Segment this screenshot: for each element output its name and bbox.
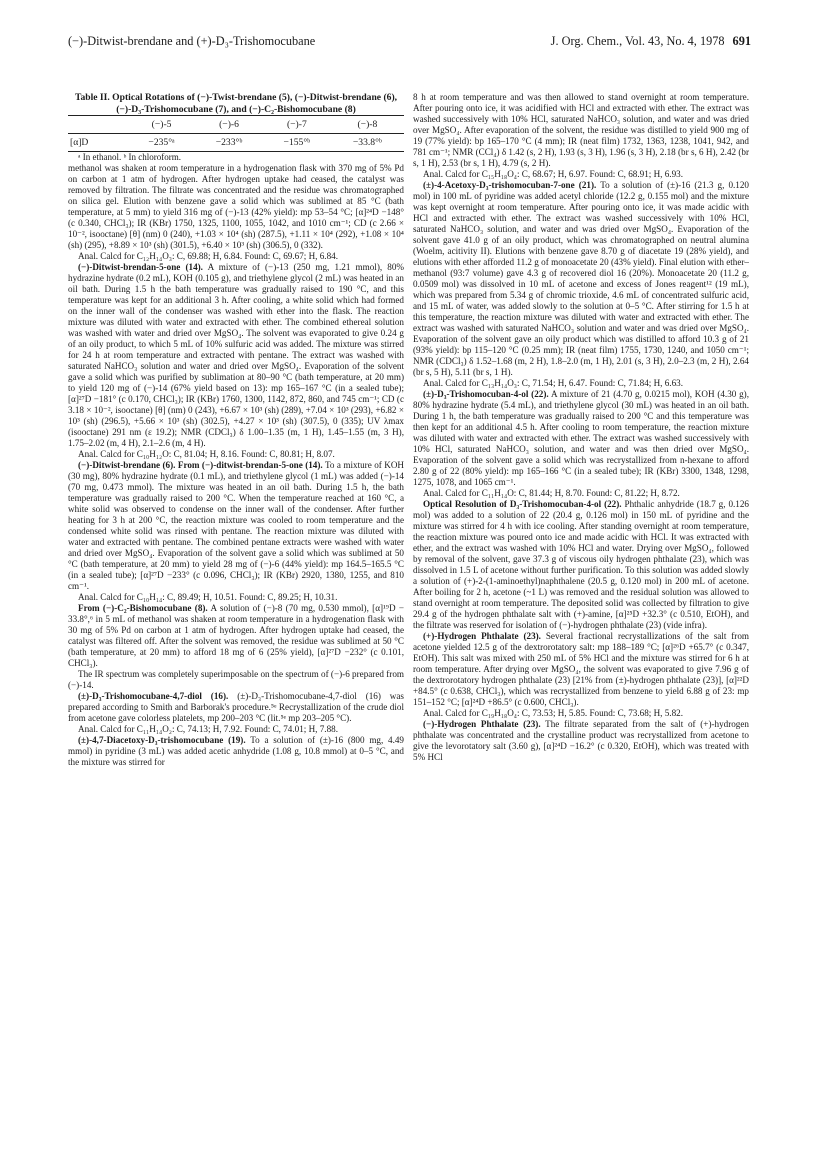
- paragraph: (−)-Hydrogen Phthalate (23). The filtrate separated from the salt of (+)-hydrogen phthalate was concentrated and the crystalline product was recrystallized from acetone to give the levorotatory salt (3.60 g), [α]²⁴D −16.2° (c 0.320, EtOH), which was treated with 5% HCl: [413, 719, 749, 762]
- table-header-cell: (−)-7: [286, 119, 307, 130]
- paragraph: (+)-Hydrogen Phthalate (23). Several fractional recrystallizations of the salt from acetone yielded 12.5 g of the dextrorotatory salt: mp 188–189 °C; [α]²⁶D +65.7° (c 0.347, EtOH). This salt was mixed with 250 mL of 5% HCl and the mixture was stirred for 6 h at room temperature. After drying over MgSO₄, the solvent was evaporated to give 7.96 g of the dextrorotatory hydrogen phthalate (23) [21% from (±)-hydrogen phthalate (23)], [α]²²D +84.5° (c 0.638, CHCl₃), which was recrystallized from benzene to yield 6.88 g of 23: mp 151–152 °C; [α]²⁴D +86.5° (c 0.600, CHCl₃).: [413, 631, 749, 707]
- paragraph: From (−)-C₂-Bishomocubane (8). A solution of (−)-8 (70 mg, 0.530 mmol), [α]¹⁹D − 33.8°,⁶ in 5 mL of methanol was shaken at room temperature in a hydrogenation flask with 30 mg of 5% Pd on carbon at 1 atm of hydrogen. After hydrogen uptake had ceased, the catalyst was filtered off. After the solvent was removed, the residue was sublimed at 50 °C (bath temperature, at 20 mm) to afford 18 mg of 6 (25% yield), [α]²⁷D −232° (c 0.101, CHCl₃).: [68, 603, 404, 668]
- paragraph: (±)-4,7-Diacetoxy-D₃-trishomocubane (19). To a solution of (±)-16 (800 mg, 4.49 mmol) in pyridine (3 mL) was added acetic anhydride (1.08 g, 10.8 mmol) at 0–5 °C, and the mixture was stirred for: [68, 735, 404, 767]
- paragraph: (±)-4-Acetoxy-D₃-trishomocuban-7-one (21). To a solution of (±)-16 (21.3 g, 0.120 mol) in 100 mL of pyridine was added acetyl chloride (12.2 g, 0.155 mol) and the mixture was kept overnight at room temperature. After pouring onto ice, it was made acidic with HCl and extracted with ether. The extract was washed successively with 10% HCl, saturated NaHCO₃ solution, and water and was dried over MgSO₄. Evaporation of the solvent gave 41.0 g of an oily product, which was chromatographed on neutral alumina (Woelm, acitivity II). Elutions with benzene gave 8.70 g of diacetate 19 (28% yield), and elutions with ether afforded 11.2 g of monoacetate 20 (43% yield). Final elution with ether–methanol (93:7 volume) gave 4.3 g of recovered diol 16 (20%). Monoacetate 20 (11.2 g, 0.0509 mol) was dissolved in 10 mL of acetone and excess of Jones reagent¹² (19 mL), which was prepared from 5.34 g of chromic trioxide, 4.6 mL of concentrated sulfuric acid, and 15 mL of water, was added slowly to the solution at 0–5 °C. After stirring for 1.5 h at this temperature, the reaction mixture was diluted with water and extracted with ether. The extract was washed with saturated NaHCO₃ solution and water and was dried over MgSO₄. Evaporation of the solvent gave an oily product which was distilled to afford 10.3 g of 21 (93% yield): bp 115–120 °C (0.25 mm); IR (neat film) 1755, 1730, 1240, and 1050 cm⁻¹; NMR (CDCl₃) δ 1.52–1.68 (m, 2 H), 1.8–2.0 (m, 1 H), 2.01 (s, 3 H), 2.0–2.3 (m, 2 H), 2.64 (br s, 5 H), 5.11 (br s, 1 H).: [413, 180, 749, 377]
- section-heading: (+)-Hydrogen Phthalate (23).: [423, 631, 541, 641]
- table-cell: −33.8°ᵇ: [352, 137, 382, 148]
- section-heading: (−)-Ditwist-brendane (6). From (−)-ditwist-brendan-5-one (14).: [78, 460, 323, 470]
- paragraph: (±)-D₃-Trishomocubane-4,7-diol (16). (±)-D₃-Trishomocubane-4,7-diol (16) was prepared according to Smith and Barborak's procedure.⁵ᵉ Recrystallization of the crude diol from acetone gave colorless platelets, mp 200–203 °C (lit.⁵ᵉ mp 203–205 °C).: [68, 691, 404, 723]
- paragraph: Anal. Calcd for C₁₁H₁₄O: C, 81.44; H, 8.70. Found: C, 81.22; H, 8.72.: [423, 488, 680, 498]
- left-column: [68, 92, 404, 768]
- paragraph: Anal. Calcd for C₁₁H₁₄O₂: C, 74.13; H, 7.92. Found: C, 74.01; H, 7.88.: [78, 724, 338, 734]
- right-column: [413, 92, 749, 763]
- table-footnote: ᵃ In ethanol. ᵇ In chloroform.: [78, 152, 181, 162]
- table-row: [68, 134, 404, 152]
- paragraph: Anal. Calcd for C₁₂H₁₄O₃: C, 69.88; H, 6.84. Found: C, 69.67; H, 6.84.: [78, 251, 338, 261]
- section-heading: (±)-D₃-Trishomocubane-4,7-diol (16).: [78, 691, 229, 701]
- table-header-cell: (−)-8: [357, 119, 378, 130]
- table-header-cell: (−)-6: [219, 119, 239, 130]
- section-heading: (±)-4,7-Diacetoxy-D₃-trishomocubane (19).: [78, 735, 246, 745]
- paragraph: Anal. Calcd for C₁₀H₁₄: C, 89.49; H, 10.51. Found: C, 89.25; H, 10.31.: [78, 592, 338, 602]
- table-header-cell: [68, 116, 128, 134]
- section-heading: (±)-4-Acetoxy-D₃-trishomocuban-7-one (21).: [423, 180, 597, 190]
- table-cell: −235°ᵃ: [148, 137, 175, 148]
- section-heading: From (−)-C₂-Bishomocubane (8).: [78, 603, 208, 613]
- table-header-row: [68, 116, 404, 134]
- section-heading: (±)-D₃-Trishomocuban-4-ol (22).: [423, 389, 549, 399]
- running-title: (−)-Ditwist-brendane and (+)-D₃-Trishomocubane: [68, 34, 316, 48]
- right-column-body: [413, 92, 749, 763]
- paragraph: Anal. Calcd for C₁₀H₁₂O: C, 81.04; H, 8.16. Found: C, 80.81; H, 8.07.: [78, 449, 335, 459]
- page-number: 691: [732, 34, 751, 48]
- paragraph: The IR spectrum was completely superimposable on the spectrum of (−)-6 prepared from (−)-14.: [68, 669, 404, 690]
- paragraph: Anal. Calcd for C₁₃H₁₄O₃: C, 71.54; H, 6.47. Found: C, 71.84; H, 6.63.: [423, 378, 683, 388]
- paragraph: (±)-D₃-Trishomocuban-4-ol (22). A mixture of 21 (4.70 g, 0.0215 mol), KOH (4.30 g), 80% hydrazine hydrate (5.4 mL), and triethylene glycol (30 mL) was heated in an oil bath. During 1 h, the bath temperature was gradually raised to 200 °C and this temperature was then kept for an additional 4.5 h. After cooling to room temperature, the reaction mixture was diluted with water and extracted with ether. The extract was washed successively with 10% HCl, saturated NaHCO₃ solution, and water and was then dried over MgSO₄. Evaporation of the solvent gave a solid which was recrystallized from n-hexane to afford 2.80 g of 22 (80% yield): mp 165–166 °C (in a sealed tube); IR (KBr) 3300, 1348, 1298, 1275, 1078, and 1065 cm⁻¹.: [413, 389, 749, 487]
- paragraph: Optical Resolution of D₃-Trishomocuban-4-ol (22). Phthalic anhydride (18.7 g, 0.126 mol) was added to a solution of 22 (20.4 g, 0.126 mol) in 150 mL of pyridine and the mixture was stirred for 4 h with ice cooling. After standing overnight at room temperature, the reaction mixture was poured onto ice and made acidic with HCl. It was extracted with ether, and the extract was washed with 10% HCl and water. Drying over MgSO₄, followed by removal of the solvent, gave 37.3 g of viscous oily hydrogen phthalate (23), which was dissolved in 1.5 L of acetone without further purification. To this solution was added slowly a solution of (+)-2-(1-aminoethyl)naphthalene (20.5 g, 0.120 mol) in 200 mL of acetone. After boiling for 2 h, acetone (~1 L) was removed and the residual solution was allowed to stand overnight at room temperature. The deposited solid was collected by filtration to give 29.4 g of the hydrogen phthalate salt with (+)-amine, [α]²⁵D +32.3° (c 0.510, EtOH), and the filtrate was reserved for isolation of (−)-hydrogen phthalate (23) (vide infra).: [413, 499, 749, 630]
- table-cell: −155°ᵇ: [283, 137, 311, 148]
- table-cell: −233°ᵇ: [215, 137, 243, 148]
- left-column-body: [68, 163, 404, 768]
- journal-name: J. Org. Chem., Vol. 43, No. 4, 1978: [550, 34, 725, 48]
- table-row-label: [α]D: [70, 137, 89, 148]
- paragraph: Anal. Calcd for C₁₉H₁₈O₄: C, 73.53; H, 5.85. Found: C, 73.68; H, 5.82.: [423, 708, 683, 718]
- section-heading: Optical Resolution of D₃-Trishomocuban-4-ol (22).: [423, 499, 622, 509]
- section-heading: (−)-Ditwist-brendan-5-one (14).: [78, 262, 203, 272]
- paragraph: 8 h at room temperature and was then allowed to stand overnight at room temperature. After pouring onto ice, it was acidified with HCl and extracted with ether. The extract was washed successively with 10% HCl, saturated NaHCO₃ solution, and water and was dried over MgSO₄. After evaporation of the solvent, the residue was distilled to yield 900 mg of 19 (77% yield): bp 165–170 °C (4 mm); IR (neat film) 1732, 1363, 1238, 1041, 942, and 781 cm⁻¹; NMR (CCl₄) δ 1.42 (s, 2 H), 1.93 (s, 3 H), 1.96 (s, 3 H), 2.18 (br s, 6 H), 2.42 (br s, 1 H), 2.53 (br s, 1 H), 4.79 (s, 2 H).: [413, 92, 749, 168]
- journal-citation: [551, 34, 751, 49]
- paragraph: (−)-Ditwist-brendan-5-one (14). A mixture of (−)-13 (250 mg, 1.21 mmol), 80% hydrazine hydrate (0.2 mL), KOH (0.105 g), and triethylene glycol (2 mL) was heated in an oil bath. During 1.5 h the bath temperature was gradually raised to 190 °C, and this temperature was kept for an additional 3 h. After cooling, a white solid which had formed on the inner wall of the condenser was washed with ether into the flask. The reaction mixture was diluted with water and extracted with ether. The combined ethereal solution was washed with water and dried over MgSO₄. The solvent was evaporated to give 0.24 g of an oily product, to which 5 mL of 10% sulfuric acid was added. The mixture was stirred for 24 h at room temperature and extracted with pentane. The extract was washed with saturated NaHCO₃ solution and water and dried over MgSO₄. Evaporation of the solvent gave a solid which was purified by sublimation at 80–90 °C (bath temperature, at 20 mm) to yield 120 mg of (−)-14 (67% yield based on 13): mp 165–167 °C (in a sealed tube); [α]²⁷D −181° (c 0.170, CHCl₃); IR (KBr) 1760, 1300, 1142, 872, 860, and 745 cm⁻¹; CD (c 3.18 × 10⁻², isooctane) [θ] (nm) 0 (243), +6.67 × 10³ (sh) (289), +7.04 × 10³ (293), +6.82 × 10³ (sh) (296.5), +5.66 × 10³ (sh) (302.5), +4.27 × 10³ (sh) (307.5), 0 (335); UV λmax (isooctane) 291 nm (ε 19.2); NMR (CDCl₃) δ 1.00–1.35 (m, 1 H), 1.45–1.55 (m, 3 H), 1.75–2.02 (m, 4 H), 2.1–2.6 (m, 4 H).: [68, 262, 404, 448]
- paragraph: Anal. Calcd for C₁₅H₁₈O₄: C, 68.67; H, 6.97. Found: C, 68.91; H, 6.93.: [423, 169, 683, 179]
- optical-rotation-table: [68, 115, 404, 152]
- table-header-cell: (−)-5: [151, 119, 172, 130]
- table-title: Table II. Optical Rotations of (−)-Twist-brendane (5), (−)-Ditwist-brendane (6), (−)-D₃-Trishomocubane (7), and (−)-C₂-Bishomocubane (8): [74, 92, 398, 115]
- section-heading: (−)-Hydrogen Phthalate (23).: [423, 719, 541, 729]
- paragraph: (−)-Ditwist-brendane (6). From (−)-ditwist-brendan-5-one (14). To a mixture of KOH (30 mg), 80% hydrazine hydrate (0.1 mL), and triethylene glycol (1 mL) was added (−)-14 (70 mg, 0.473 mmol). The mixture was heated in an oil bath. During 1.5 h, the bath temperature was gradually raised to 200 °C. When the temperature reached at 160 °C, a white solid was observed to condense on the inner wall of the condenser. After further heating for 3 h at 200 °C, the reaction mixture was cooled to room temperature and the condensed white solid was rinsed with pentane. The reaction mixture was diluted with water and extracted with pentane. The combined pentane extracts were washed with water and dried over MgSO₄. Evaporation of the solvent gave a solid which was sublimed at 50 °C (bath temperature, at 20 mm) to yield 28 mg of (−)-6 (44% yield): mp 164.5–165.5 °C (in a sealed tube); [α]²⁷D −233° (c 0.096, CHCl₃); IR (KBr) 2920, 1380, 1255, and 810 cm⁻¹.: [68, 460, 404, 591]
- paragraph: methanol was shaken at room temperature in a hydrogenation flask with 370 mg of 5% Pd on carbon at 1 atm of hydrogen. After hydrogen uptake had ceased, the catalyst was removed by filtration. The filtrate was concentrated and the residue was chromatographed on silica gel. Elution with benzene gave a solid which was sublimed at 85 °C (bath temperature, at 5 mm) to yield 316 mg of (−)-13 (42% yield): mp 53–54 °C; [α]²⁴D −148° (c 0.340, CHCl₃); IR (KBr) 1750, 1325, 1100, 1055, 1042, and 1010 cm⁻¹; CD (c 2.66 × 10⁻², isooctane) [θ] (nm) 0 (240), +1.03 × 10⁴ (sh) (287.5), +1.11 × 10⁴ (292), +1.08 × 10⁴ (sh) (295), +8.89 × 10³ (sh) (301.5), +6.40 × 10³ (sh) (306.5), 0 (332).: [68, 163, 404, 250]
- running-header: [68, 34, 751, 54]
